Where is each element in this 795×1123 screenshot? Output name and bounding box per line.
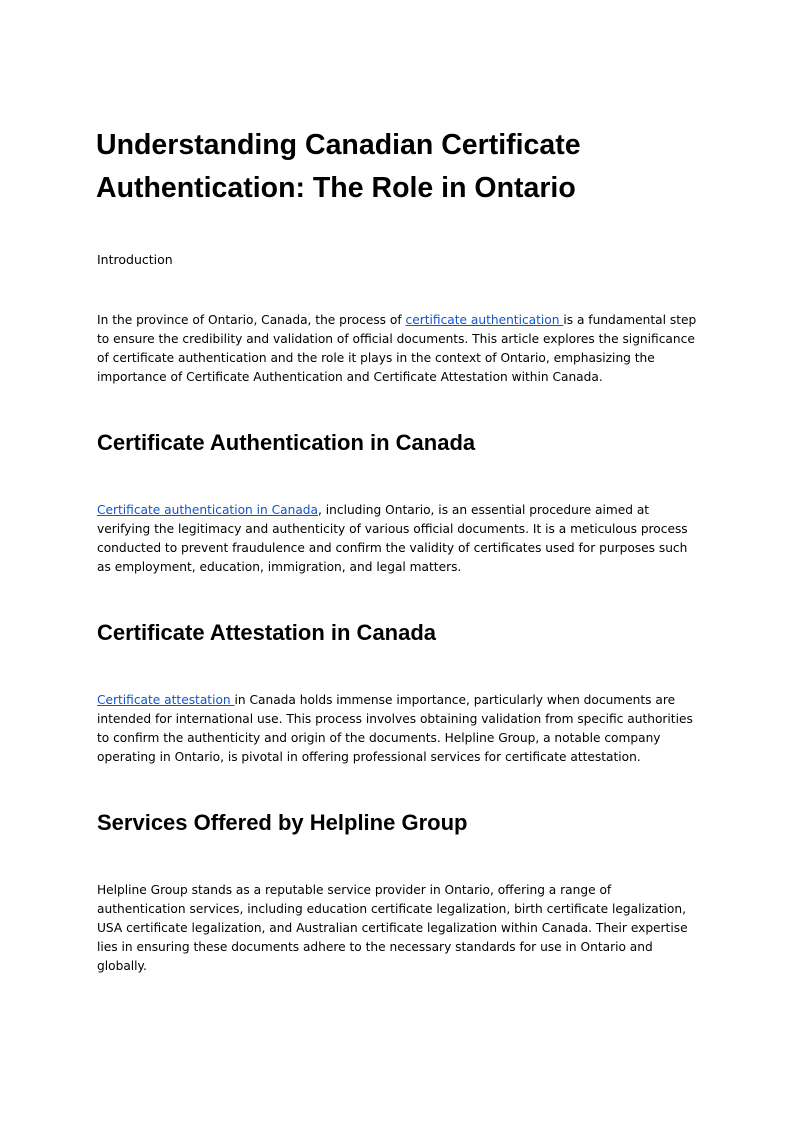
introduction-label: Introduction — [97, 252, 173, 267]
certificate-attestation-link[interactable]: Certificate attestation — [97, 693, 235, 707]
attestation-text: in Canada holds immense importance, particularly when documents are intended for international use. This process involves obtaining validation from specific authorities to confirm the authenticity and origin of the documents. Helpline Group, a notable company operating in Ontario, is pivotal in offering professional services for certificate attestation. — [97, 693, 693, 764]
intro-paragraph — [97, 311, 703, 387]
document-title: Understanding Canadian Certificate Authentication: The Role in Ontario — [96, 129, 581, 204]
services-paragraph: Helpline Group stands as a reputable service provider in Ontario, offering a range of authentication services, including education certificate legalization, birth certificate legalization, USA certificate legalization, and Australian certificate legalization within Canada. Their expertise lies in ensuring these documents adhere to the necessary standards for use in Ontario and globally. — [97, 883, 688, 973]
certificate-authentication-canada-link[interactable]: Certificate authentication in Canada — [97, 503, 319, 517]
services-heading: Services Offered by Helpline Group — [97, 810, 468, 835]
intro-text-after: is a fundamental step to ensure the credibility and validation of official documents. This article explores the significance of certificate authentication and the role it plays in the context of Ontario, emphasizing the importance of Certificate Authentication and Certificate Attestation within Canada. — [97, 313, 697, 384]
attestation-paragraph — [97, 691, 703, 767]
certificate-authentication-link[interactable]: certificate authentication — [405, 313, 564, 327]
authentication-heading: Certificate Authentication in Canada — [97, 430, 476, 455]
intro-text-before: In the province of Ontario, Canada, the process of — [97, 313, 406, 327]
authentication-paragraph — [97, 501, 703, 577]
attestation-heading: Certificate Attestation in Canada — [97, 620, 437, 645]
authentication-text: , including Ontario, is an essential procedure aimed at verifying the legitimacy and authenticity of various official documents. It is a meticulous process conducted to prevent fraudulence and confirm the validity of certificates used for purposes such as employment, education, immigration, and legal matters. — [97, 503, 688, 574]
